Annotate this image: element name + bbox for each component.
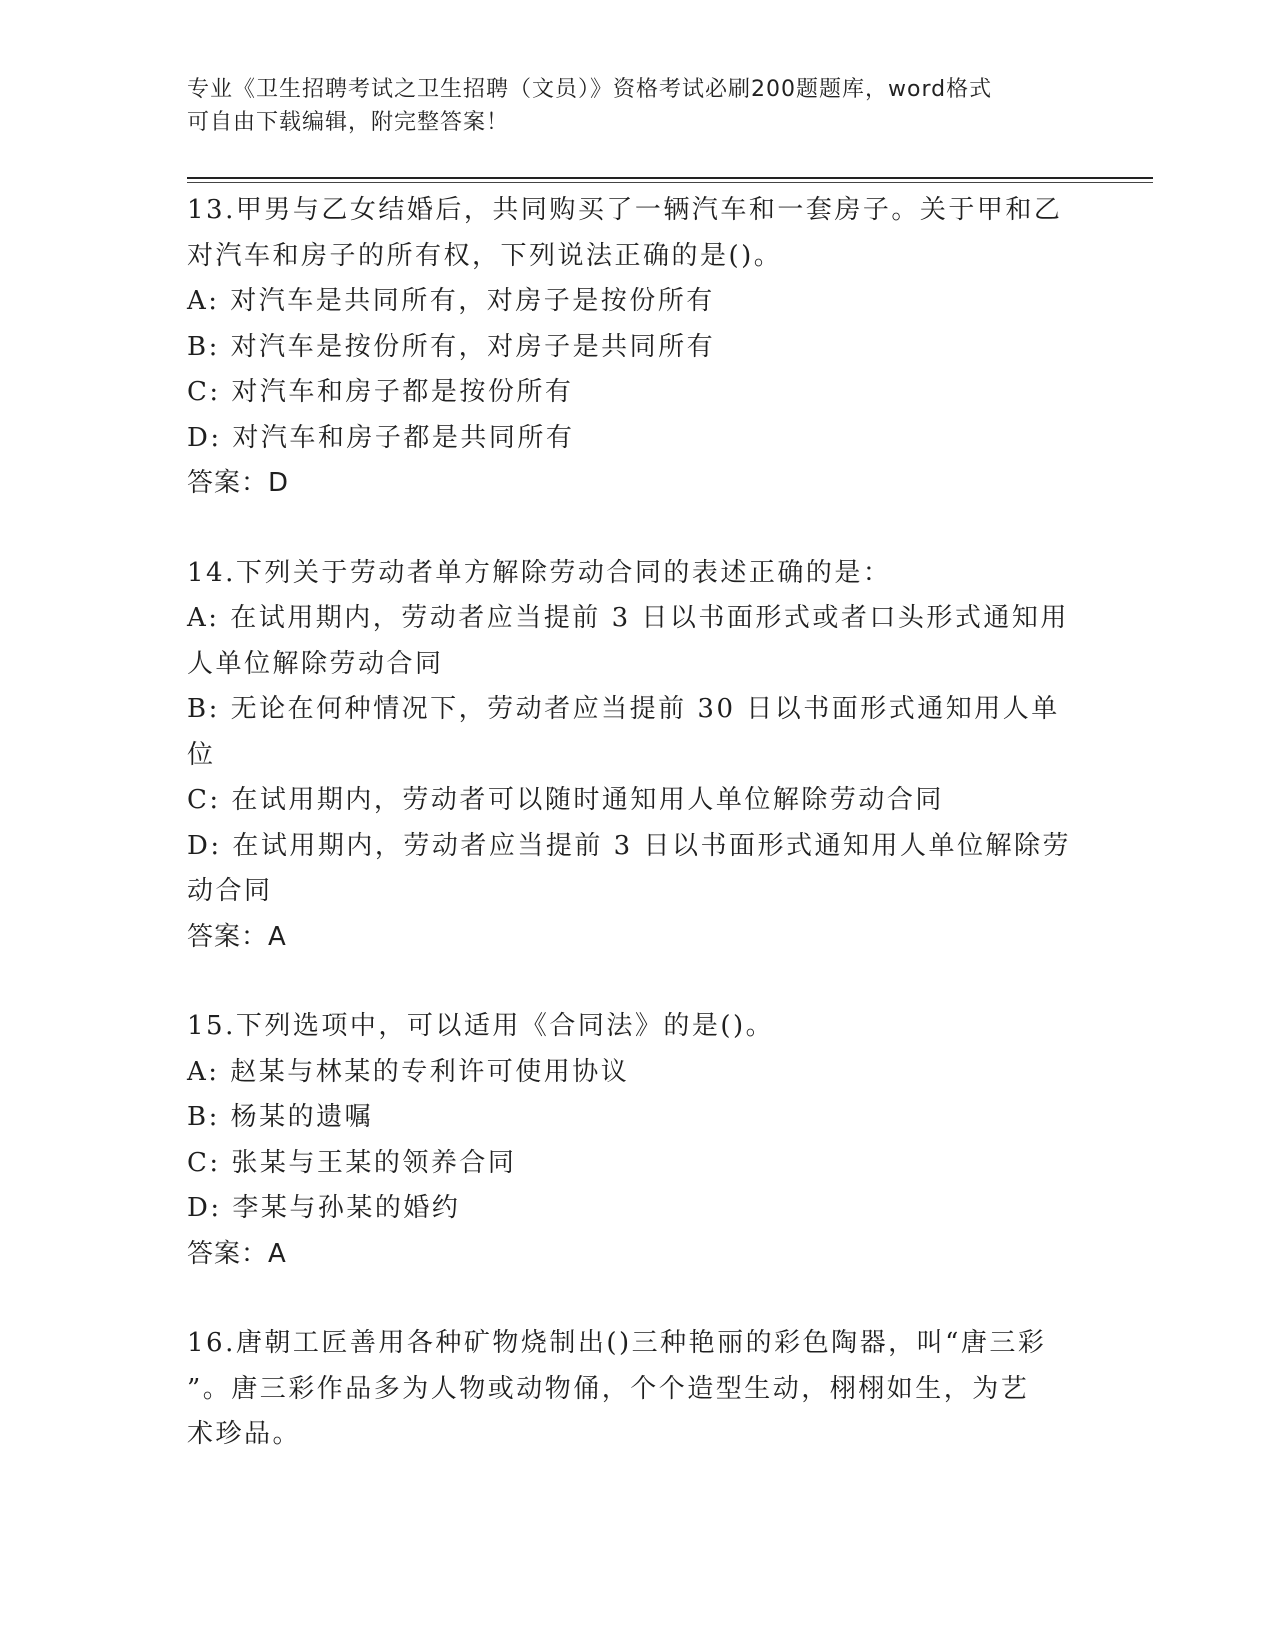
option-c: C: 在试用期内，劳动者可以随时通知用人单位解除劳动合同 [187, 785, 944, 815]
header-divider-thick [187, 177, 1153, 179]
question-list [187, 188, 1087, 1458]
question-stem-line: 13.甲男与乙女结婚后，共同购买了一辆汽车和一套房子。关于甲和乙 [187, 195, 1063, 225]
option-b: B: 杨某的遗嘱 [187, 1102, 374, 1132]
option-c: C: 对汽车和房子都是按份所有 [187, 377, 574, 407]
answer-text: 答案：A [187, 921, 287, 952]
question-stem-line: ”。唐三彩作品多为人物或动物俑，个个造型生动，栩栩如生，为艺 [187, 1373, 1030, 1404]
question-13 [187, 188, 1087, 507]
option-a-continued: 人单位解除劳动合同 [187, 648, 444, 679]
question-stem-line: 15.下列选项中，可以适用《合同法》的是()。 [187, 1011, 775, 1041]
question-16 [187, 1321, 1087, 1458]
option-d-continued: 动合同 [187, 876, 273, 906]
option-a: A: 对汽车是共同所有，对房子是按份所有 [187, 286, 715, 316]
option-a: A: 赵某与林某的专利许可使用协议 [187, 1056, 630, 1087]
option-b: B: 对汽车是按份所有，对房子是共同所有 [187, 331, 716, 362]
header-line-2: 可自由下载编辑，附完整答案！ [187, 110, 510, 135]
document-header [187, 73, 1067, 139]
option-b: B: 无论在何种情况下，劳动者应当提前 30 日以书面形式通知用人单 [187, 694, 1060, 724]
header-line-1: 专业《卫生招聘考试之卫生招聘（文员）》资格考试必刷200题题库，word格式 [187, 77, 993, 102]
option-c: C: 张某与王某的领养合同 [187, 1147, 517, 1178]
option-d: D: 李某与孙某的婚约 [187, 1193, 461, 1223]
question-14 [187, 551, 1087, 961]
option-d: D: 在试用期内，劳动者应当提前 3 日以书面形式通知用人单位解除劳 [187, 830, 1071, 861]
option-a: A: 在试用期内，劳动者应当提前 3 日以书面形式或者口头形式通知用 [187, 603, 1069, 633]
option-b-continued: 位 [187, 739, 216, 770]
header-divider-thin [187, 182, 1153, 183]
question-stem-line: 16.唐朝工匠善用各种矿物烧制出()三种艳丽的彩色陶器，叫“唐三彩 [187, 1328, 1047, 1358]
answer-text: 答案：A [187, 1238, 287, 1269]
option-d: D: 对汽车和房子都是共同所有 [187, 422, 575, 453]
question-stem-line: 对汽车和房子的所有权，下列说法正确的是()。 [187, 240, 783, 271]
question-15 [187, 1004, 1087, 1277]
question-stem-line: 术珍品。 [187, 1419, 302, 1449]
question-stem-line: 14.下列关于劳动者单方解除劳动合同的表述正确的是： [187, 557, 892, 588]
answer-text: 答案：D [187, 468, 290, 498]
